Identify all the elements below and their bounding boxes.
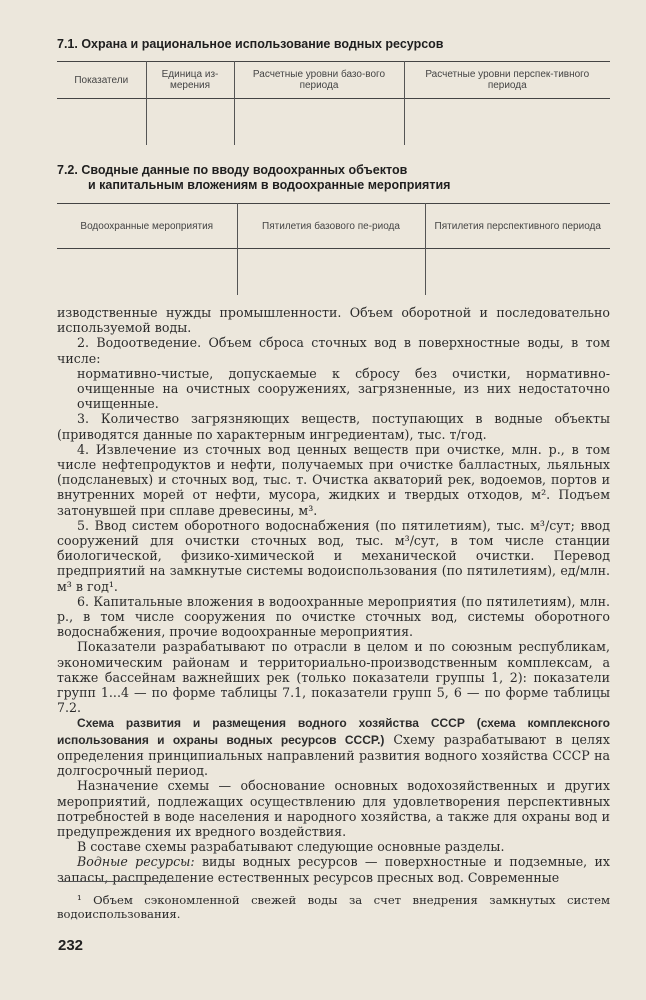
table-7-2-title-line2: и капитальным вложениям в водоохранные мероприятия [88,178,451,192]
paragraph: 2. Водоотведение. Объем сброса сточных вод в поверхностные воды, в том числе: [57,335,610,366]
col-header-indicators: Показатели [57,62,146,99]
table-7-2-title-line1: 7.2. Сводные данные по вводу водоохранных объектов [57,163,408,177]
scheme-heading: Схема развития и размещения водного хозяйства СССР (схема комплексного использования и охраны водных ресурсов СССР.) [57,716,610,747]
col-header-future-period: Расчетные уровни перспек-тивного периода [404,62,610,99]
paragraph: 4. Извлечение из сточных вод ценных веществ при очистке, млн. р., в том числе нефтепродуктов и нефти, получаемых при очистке балластных, льяльных (подсланевых) и сточных вод, тыс. т. Очистка акваторий рек, водоемов, портов и внутренних морей от нефти, мусора, жидких и твердых отходов, м². Подъем затонувшей при сплаве древесины, м³. [57,441,610,518]
paragraph: 5. Ввод систем оборотного водоснабжения (по пятилетиям), тыс. м³/сут; ввод сооружений для очистки сточных вод, тыс. м³/сут, в том числе станции биологической, физико-химической и механической очистки. Перевод предприятий на замкнутые системы водоиспользования (по пятилетиям), ед/млн. м³ в год¹. [57,517,610,594]
table-row-empty [57,99,610,145]
col-header-unit: Единица из-мерения [146,62,234,99]
paragraph-text: Схему разрабатывают в целях определения принципиальных направлений развития водного хозяйства СССР на долгосрочный период. [57,731,610,779]
col-header-base-five-years: Пятилетия базового пе-риода [237,204,425,249]
table-7-2 [57,203,610,295]
paragraph-text: виды водных ресурсов — поверхностные и подземные, их запасы, распределение естественных ресурсов пресных вод. Современные [57,854,610,885]
page-number: 232 [58,937,84,954]
paragraph: 3. Количество загрязняющих веществ, поступающих в водные объекты (приводятся данные по характерным ингредиентам), тыс. т/год. [57,411,610,442]
paragraph: нормативно-чистые, допускаемые к сбросу без очистки, нормативно-очищенные на очистных сооружениях, загрязненные, из них недостаточно очищенные. [77,365,610,412]
paragraph: Назначение схемы — обоснование основных водохозяйственных и других мероприятий, подлежащих осуществлению для удовлетворения перспективных потребностей в воде населения и народного хозяйства, а также для охраны вод и предупреждения их вредного воздействия. [57,778,610,839]
col-header-measures: Водоохранные мероприятия [57,204,237,249]
paragraph: изводственные нужды промышленности. Объем оборотной и последовательно используемой воды. [57,305,610,336]
table-7-1 [57,61,610,145]
footnote-divider [60,881,180,882]
section-label: Водные ресурсы: [77,854,195,870]
paragraph: 6. Капитальные вложения в водоохранные мероприятия (по пятилетиям), млн. р., в том числе сооружения по очистке сточных вод, системы оборотного водоснабжения, прочие водоохранные мероприятия. [57,593,610,640]
col-header-future-five-years: Пятилетия перспективного периода [425,204,610,249]
paragraph [57,715,610,778]
footnote: ¹ Объем сэкономленной свежей воды за счет внедрения замкнутых систем водоиспользования. [57,893,610,921]
col-header-base-period: Расчетные уровни базо-вого периода [234,62,404,99]
table-row-empty [57,249,610,295]
body-text [57,305,610,885]
paragraph: Показатели разрабатывают по отрасли в целом и по союзным республикам, экономическим районам и территориально-производственным комплексам, а также бассейнам важнейших рек (только показатели группы 1, 2): показатели групп 1...4 — по форме таблицы 7.1, показатели групп 5, 6 — по форме таблицы 7.2. [57,639,610,716]
table-7-1-title: 7.1. Охрана и рациональное использование водных ресурсов [57,37,444,51]
paragraph: В составе схемы разрабатывают следующие основные разделы. [77,839,505,855]
